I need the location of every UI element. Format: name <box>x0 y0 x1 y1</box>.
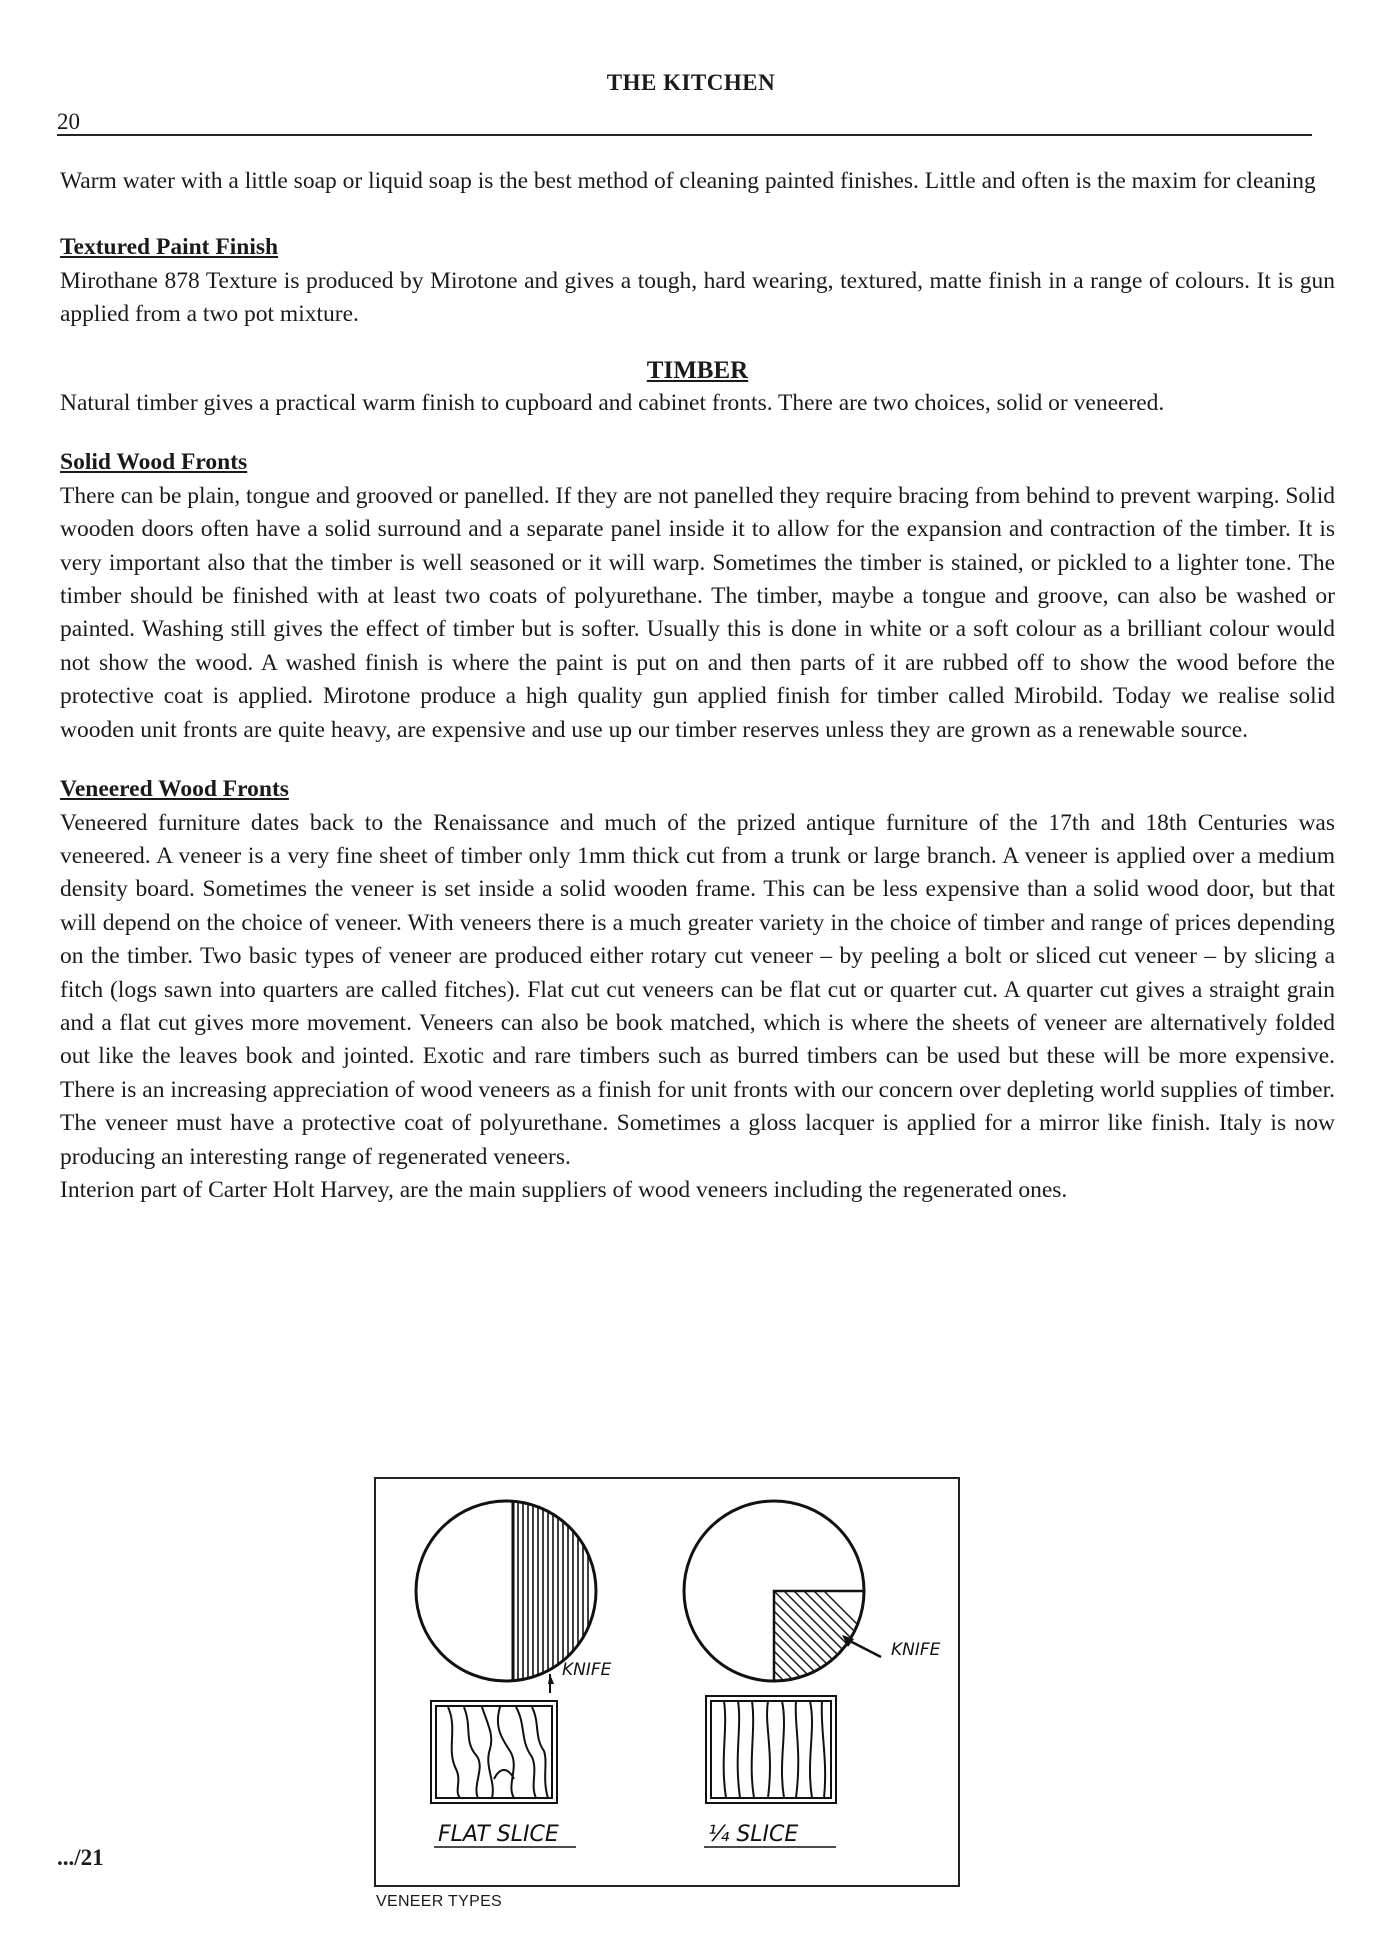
page-header-title: THE KITCHEN <box>606 70 776 95</box>
timber-heading: TIMBER <box>646 356 749 384</box>
flat-slice-label: FLAT SLICE <box>438 1822 559 1847</box>
solid-wood-paragraph: There can be plain, tongue and grooved or panelled. If they are not panelled they require bracing from behind to prevent warping. Solid wooden doors often have a solid surround and a separate panel inside it to allow for the expansion and contraction of the timber. It is very important also that the timber is well seasoned or it will warp. Sometimes the timber is stained, or pickled to a lighter tone. The timber should be finished with at least two coats of polyurethane. The timber, maybe a tongue and groove, can also be washed or painted. Washing still gives the effect of timber but is softer. Usually this is done in white or a soft colour as a brilliant colour would not show the wood. A washed finish is where the paint is put on and then parts of it are rubbed off to show the wood before the protective coat is applied. Mirotone produce a high quality gun applied finish for timber called Mirobild. Today we realise solid wooden unit fronts are quite heavy, are expensive and use up our timber reserves unless they are grown as a renewable source. <box>60 482 1335 743</box>
interion-paragraph: Interion part of Carter Holt Harvey, are the main suppliers of wood veneers including the regenerated ones. <box>60 1176 1068 1203</box>
veneer-types-illustration <box>376 1479 958 1885</box>
veneered-wood-paragraph: Veneered furniture dates back to the Renaissance and much of the prized antique furniture of the 17th and 18th Centuries was veneered. A veneer is a very fine sheet of timber only 1mm thick cut from a trunk or large branch. A veneer is applied over a medium density board. Sometimes the veneer is set inside a solid wooden frame. This can be less expensive than a solid wood door, but that will depend on the choice of veneer. With veneers there is a much greater variety in the choice of timber and range of prices depending on the timber. Two basic types of veneer are produced either rotary cut veneer – by peeling a bolt or sliced cut veneer – by slicing a fitch (logs sawn into quarters are called fitches). Flat cut cut veneers can be flat cut or quarter cut. A quarter cut gives a straight grain and a flat cut gives more movement. Veneers can also be book matched, which is where the sheets of veneer are alternatively folded out like the leaves book and jointed. Exotic and rare timbers such as burred timbers can be used but these will be more expensive. There is an increasing appreciation of wood veneers as a finish for unit fronts with our concern over depleting world supplies of timber. The veneer must have a protective coat of polyurethane. Sometimes a gloss lacquer is applied for a mirror like finish. Italy is now producing an interesting range of regenerated veneers. <box>60 809 1335 1170</box>
left-knife-label: KNIFE <box>562 1660 612 1680</box>
page-continuation: .../21 <box>57 1845 104 1870</box>
quarter-slice-log-icon <box>684 1501 914 1681</box>
quarter-slice-label: ¼ SLICE <box>708 1822 799 1847</box>
intro-paragraph: Warm water with a little soap or liquid soap is the best method of cleaning painted finishes. Little and often is the maxim for cleaning <box>60 168 1316 194</box>
flat-slice-grain-icon <box>431 1701 557 1803</box>
veneered-wood-heading: Veneered Wood Fronts <box>60 776 289 803</box>
quarter-slice-grain-icon <box>706 1696 836 1803</box>
figure-caption: VENEER TYPES <box>376 1893 503 1910</box>
textured-paint-heading: Textured Paint Finish <box>60 234 279 261</box>
header-divider <box>57 134 1312 136</box>
page-number: 20 <box>57 109 80 134</box>
timber-paragraph: Natural timber gives a practical warm finish to cupboard and cabinet fronts. There are two choices, solid or veneered. <box>60 390 1165 417</box>
article-body <box>60 165 1335 1207</box>
solid-wood-heading: Solid Wood Fronts <box>60 449 248 476</box>
textured-paint-paragraph: Mirothane 878 Texture is produced by Mirotone and gives a tough, hard wearing, textured, matte finish in a range of colours. It is gun applied from a two pot mixture. <box>60 267 1335 328</box>
right-knife-label: KNIFE <box>891 1640 941 1660</box>
veneer-types-figure <box>374 1477 960 1887</box>
